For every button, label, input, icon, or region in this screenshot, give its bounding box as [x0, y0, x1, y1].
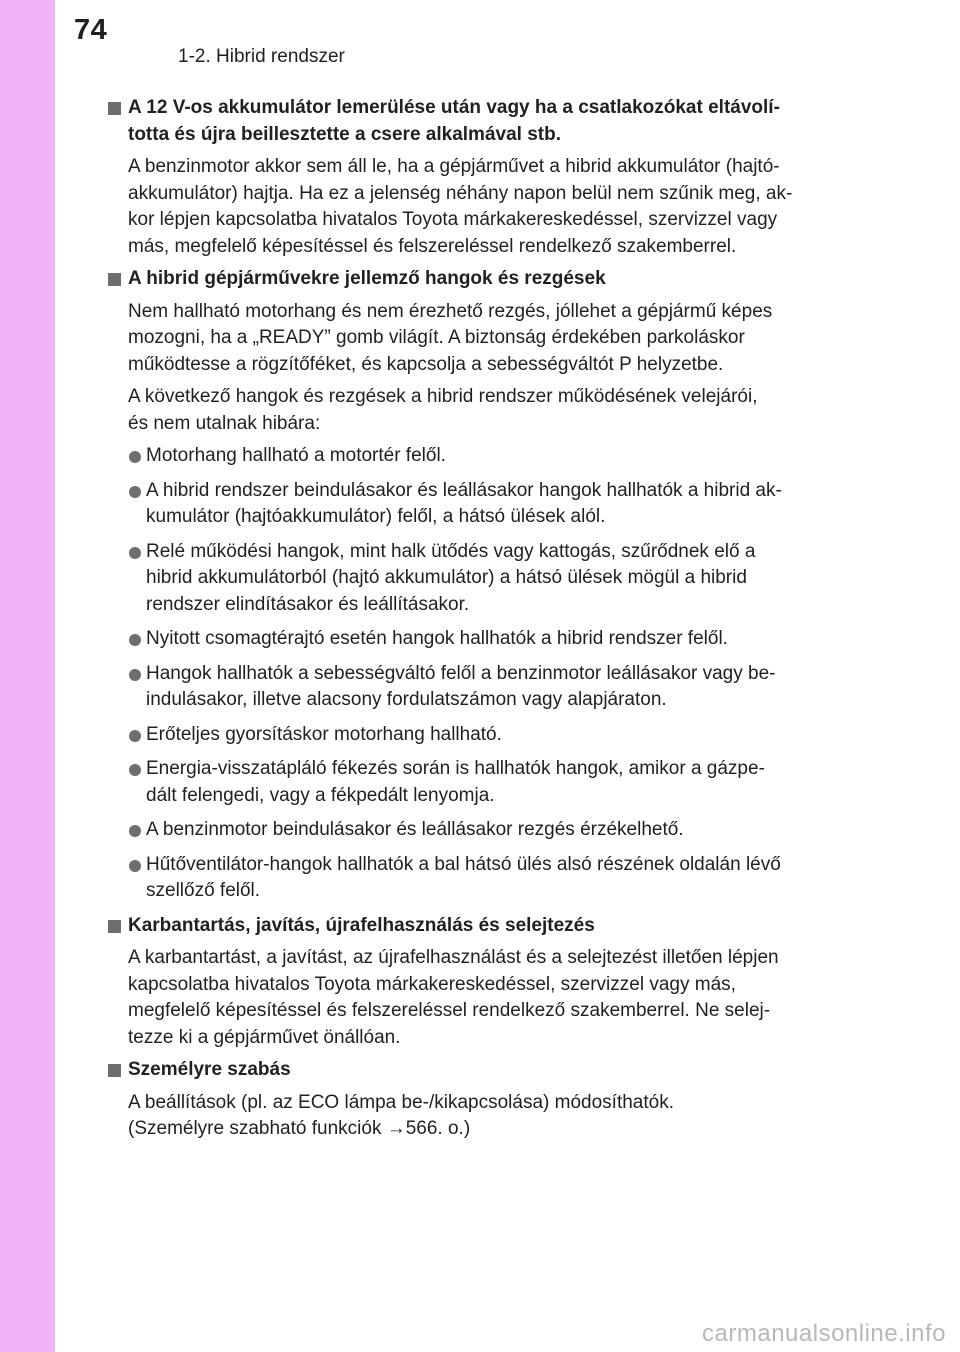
bullet-item: [108, 817, 854, 844]
bullet-text: Relé működési hangok, mint halk ütődés vagy kattogás, szűrődnek elő a hibrid akkumulátorból (hajtó akkumulátor) a hátsó ülések mögül a hibrid rendszer elindításakor és leállításakor.: [146, 540, 756, 615]
bullet-text: A benzinmotor beindulásakor és leállásakor rezgés érzékelhető.: [146, 819, 684, 840]
round-bullet-icon: [129, 764, 141, 776]
round-bullet-icon: [129, 669, 141, 681]
round-bullet-icon: [129, 451, 141, 463]
bullet-item: [108, 852, 854, 905]
watermark: carmanualsonline.info: [702, 1320, 946, 1347]
bullet-item: [108, 443, 854, 470]
bullet-item: [108, 661, 854, 714]
bullet-item: [108, 539, 854, 619]
paragraph: Nem hallható motorhang és nem érezhető rezgés, jóllehet a gépjármű képes mozogni, ha a „READY” gomb világít. A biztonság érdekében parkoláskor működtesse a rögzítőféket, és kapcsolja a sebességváltót P helyzetbe.: [128, 300, 773, 375]
bullet-text: Energia-visszatápláló fékezés során is hallhatók hangok, amikor a gázpe- dált felengedi, vagy a fékpedált lenyomja.: [146, 758, 765, 806]
bullet-text: Motorhang hallható a motortér felől.: [146, 445, 446, 466]
square-bullet-icon: [108, 1064, 121, 1077]
round-bullet-icon: [129, 825, 141, 837]
paragraph: A következő hangok és rezgések a hibrid rendszer működésének velejárói, és nem utalnak hibára:: [128, 386, 758, 434]
square-bullet-icon: [108, 920, 121, 933]
bullet-item: [108, 478, 854, 531]
bullet-text: Hűtőventilátor-hangok hallhatók a bal hátsó ülés alsó részének oldalán lévő szellőző felől.: [146, 853, 781, 901]
section-heading-text: Karbantartás, javítás, újrafelhasználás és selejtezés: [128, 914, 595, 936]
paragraph: A benzinmotor akkor sem áll le, ha a gépjárművet a hibrid akkumulátor (hajtó- akkumulátor) hajtja. Ha ez a jelenség néhány napon belül nem szűnik meg, ak- kor lépjen kapcsolatba hivatalos Toyota márkakereskedéssel, szervizzel vagy más, megfelelő képesítéssel és felszereléssel rendelkező szakemberrel.: [128, 156, 793, 257]
square-bullet-icon: [108, 102, 121, 115]
section-heading: [108, 913, 854, 940]
bullet-text: Hangok hallhatók a sebességváltó felől a benzinmotor leállásakor vagy be- indulásakor, illetve alacsony fordulatszámon vagy alapjáraton.: [146, 662, 776, 710]
round-bullet-icon: [129, 547, 141, 559]
bullet-item: [108, 756, 854, 809]
bullet-text: Erőteljes gyorsításkor motorhang hallható.: [146, 723, 502, 745]
page-number: 74: [74, 14, 108, 46]
section-heading-text: A hibrid gépjárművekre jellemző hangok és rezgések: [128, 268, 606, 289]
bullet-text: Nyitott csomagtérajtó esetén hangok hallhatók a hibrid rendszer felől.: [146, 628, 728, 649]
bullet-item: [108, 626, 854, 653]
page-content: [108, 95, 854, 1149]
round-bullet-icon: [129, 730, 141, 742]
bullet-item: [108, 722, 854, 749]
section-heading-text: A 12 V-os akkumulátor lemerülése után vagy ha a csatlakozókat eltávolí- totta és újra beillesztette a csere alkalmával stb.: [128, 97, 780, 145]
section-heading: [108, 266, 854, 293]
square-bullet-icon: [108, 273, 121, 286]
round-bullet-icon: [129, 860, 141, 872]
side-color-bar: [0, 0, 55, 1352]
section-heading: [108, 1057, 854, 1084]
paragraph: A karbantartást, a javítást, az újrafelhasználást és a selejtezést illetően lépjen kapcsolatba hivatalos Toyota márkakereskedéssel, szervizzel vagy más, megfelelő képesítéssel és felszereléssel rendelkező szakemberrel. Ne selej- tezze ki a gépjárművet önállóan.: [128, 947, 779, 1048]
section-title: 1-2. Hibrid rendszer: [178, 46, 345, 67]
section-heading: [108, 95, 854, 148]
bullet-text: A hibrid rendszer beindulásakor és leállásakor hangok hallhatók a hibrid ak- kumulátor (hajtóakkumulátor) felől, a hátsó ülések alól.: [146, 479, 782, 527]
paragraph: A beállítások (pl. az ECO lámpa be-/kikapcsolása) módosíthatók. (Személyre szabható funkciók →566. o.): [128, 1091, 674, 1139]
round-bullet-icon: [129, 634, 141, 646]
round-bullet-icon: [129, 486, 141, 498]
section-heading-text: Személyre szabás: [128, 1059, 291, 1080]
